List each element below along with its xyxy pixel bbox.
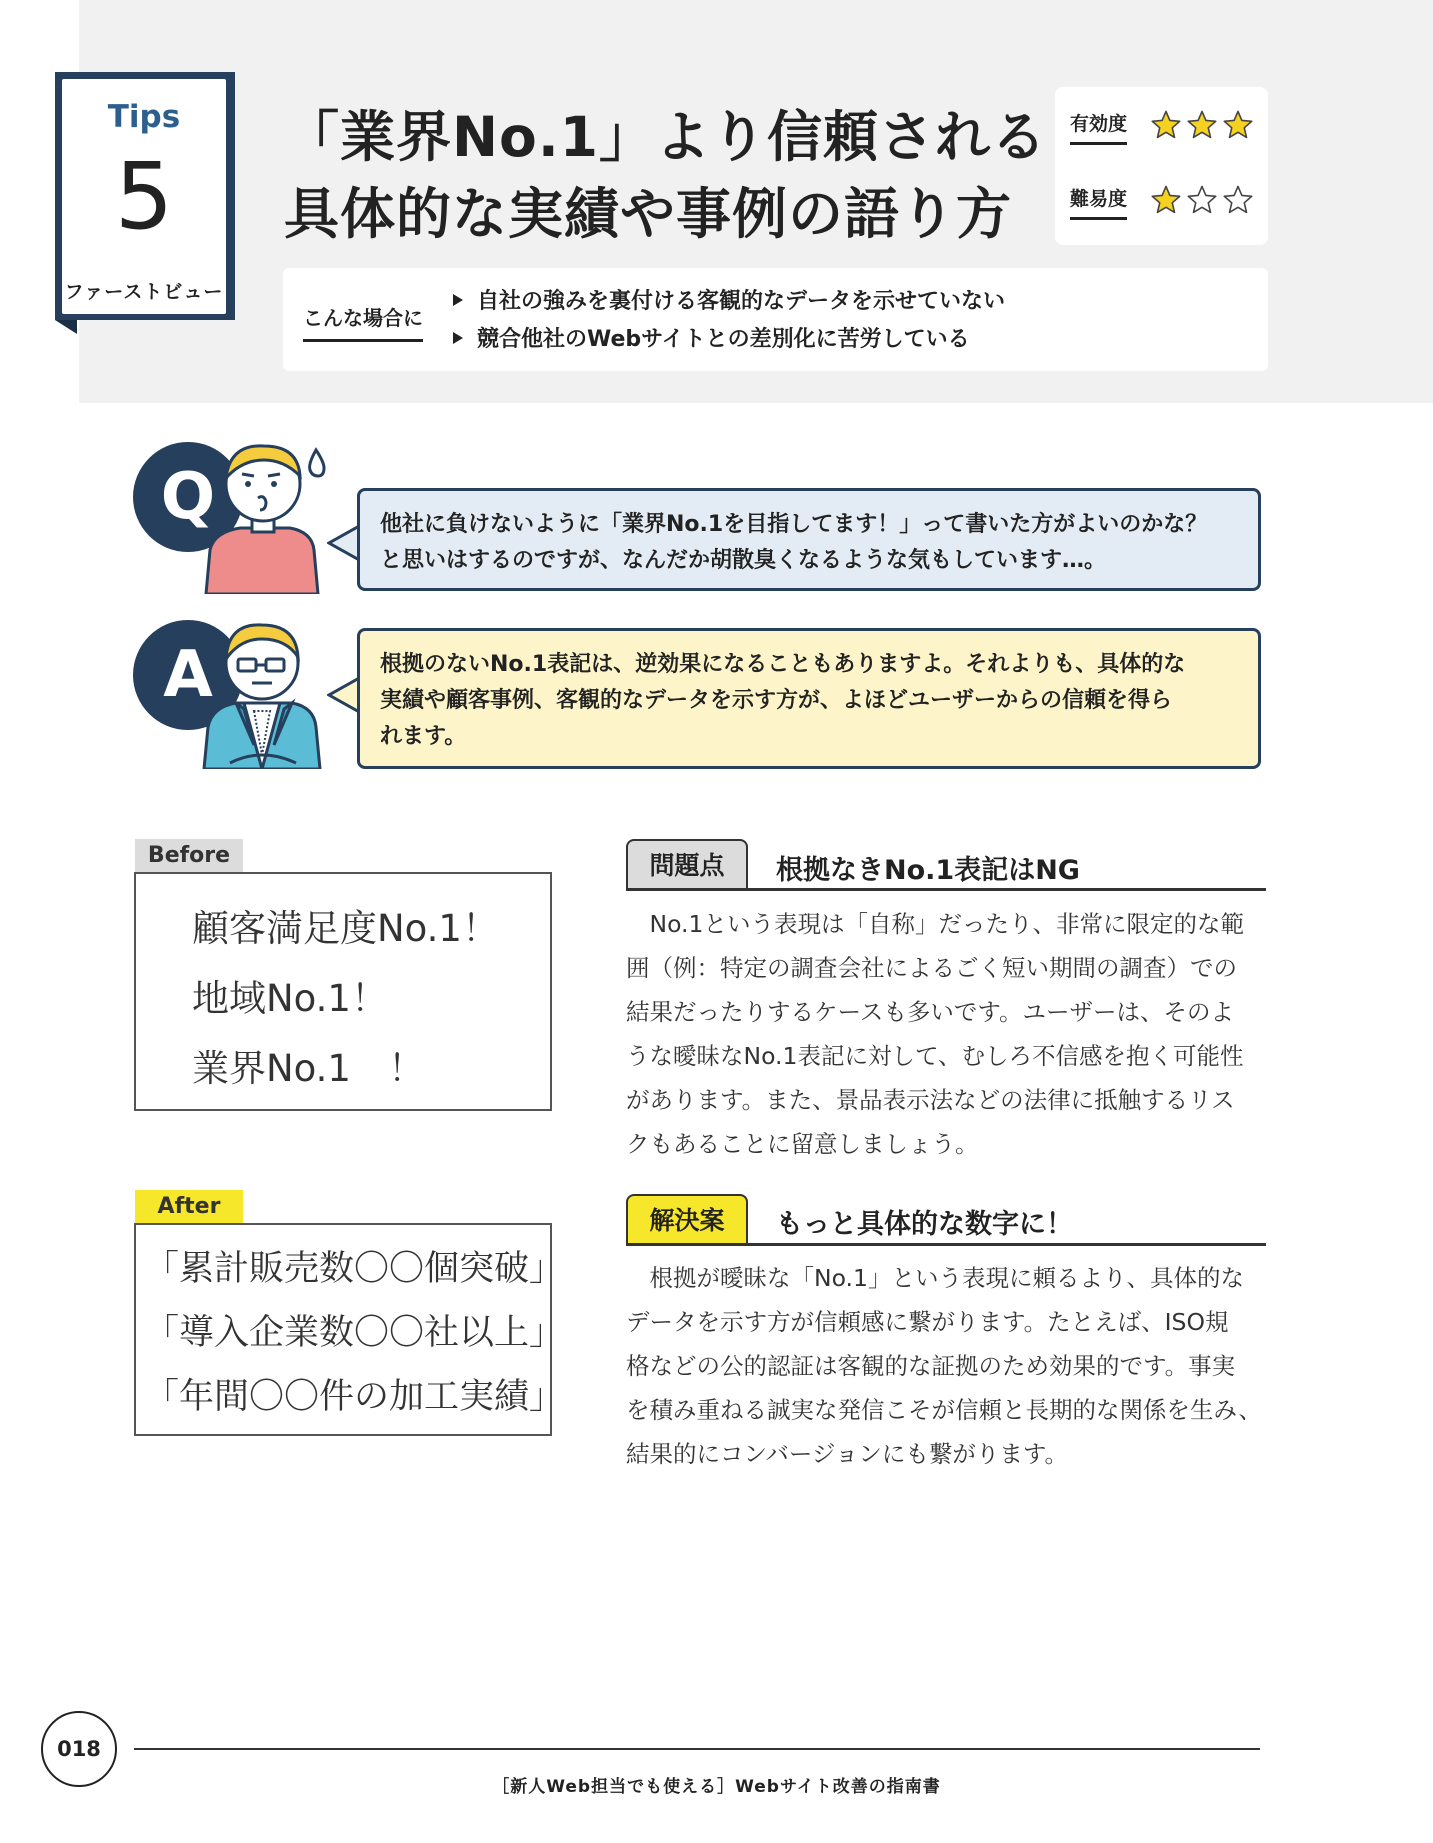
before-line: 顧客満足度No.1！ [192,907,499,950]
question-line: 他社に負けないように「業界No.1を目指してます！」って書いた方がよいのかな？ [380,512,1208,537]
rating-card [1055,87,1268,245]
solution-line: データを示す方が信頼感に繋がります。たとえば、ISO規 [626,1308,1229,1336]
solution-body [626,1256,1286,1476]
answer-bubble [357,628,1261,769]
effectiveness-stars [1150,109,1254,141]
question-line: と思いはするのですが、なんだか胡散臭くなるような気もしています…。 [380,548,1107,573]
situation-item [453,284,1005,315]
solution-rule [626,1243,1266,1246]
problem-rule [626,888,1266,891]
problem-title: 根拠なきNo.1表記はNG [776,855,1080,886]
solution-tag: 解決案 [626,1194,748,1244]
footer-rule [134,1748,1260,1750]
before-line: 地域No.1！ [192,977,388,1020]
worried-person-illustration [200,438,330,594]
problem-line: 結果だったりするケースも多いです。ユーザーは、そのよ [626,998,1234,1026]
tips-box [58,75,230,318]
tips-category: ファーストビュー [64,281,224,303]
problem-line: 囲（例：特定の調査会社によるごく短い期間の調査）での [626,954,1237,982]
page-title-line-2: 具体的な実績や事例の語り方 [284,182,1013,246]
answer-line: 実績や顧客事例、客観的なデータを示す方が、よほどユーザーからの信頼を得ら [380,688,1173,713]
effectiveness-label: 有効度 [1070,109,1127,145]
after-panel [134,1223,565,1436]
situation-item-text: 競合他社のWebサイトとの差別化に苦労している [477,327,970,352]
problem-tag: 問題点 [626,839,748,889]
situation-item-text: 自社の強みを裏付ける客観的なデータを示せていない [477,289,1006,314]
problem-line: クもあることに留意しましょう。 [626,1130,979,1158]
before-tag: Before [135,839,243,872]
before-line: 業界No.1 ！ [192,1047,425,1090]
tips-box-fold [55,320,77,334]
filled-star-icon [1186,109,1218,141]
situation-label: こんな場合に [303,302,423,342]
problem-line: うな曖昧なNo.1表記に対して、むしろ不信感を抱く可能性 [626,1042,1244,1070]
empty-star-icon [1186,184,1218,216]
footer-book-title: ［新人Web担当でも使える］Webサイト改善の指南書 [492,1777,941,1797]
answer-bubble-tail [327,675,361,715]
solution-title: もっと具体的な数字に！ [776,1209,1073,1240]
triangle-bullet-icon [453,294,463,306]
after-tag: After [135,1190,243,1223]
answer-line: れます。 [380,724,467,749]
question-bubble-tail [327,523,361,563]
page-number: 018 [41,1711,117,1787]
difficulty-stars [1150,184,1254,216]
page-title-line-1: 「業界No.1」より信頼される [284,105,1047,169]
question-bubble [357,488,1261,591]
before-panel [134,872,552,1111]
answer-line: 根拠のないNo.1表記は、逆効果になることもありますよ。それよりも、具体的な [380,652,1186,677]
question-badge: Q [133,442,243,552]
difficulty-label: 難易度 [1070,184,1127,220]
problem-line: があります。また、景品表示法などの法律に抵触するリス [626,1086,1235,1114]
solution-line: 根拠が曖昧な「No.1」という表現に頼るより、具体的な [626,1264,1244,1292]
empty-star-icon [1222,184,1254,216]
solution-line: 結果的にコンバージョンにも繋がります。 [626,1440,1069,1468]
after-line: 「年間〇〇件の加工実績」 [144,1377,565,1417]
problem-line: No.1という表現は「自称」だったり、非常に限定的な範 [626,910,1244,938]
answer-badge: A [133,620,243,730]
situation-item [453,322,970,353]
situation-card [283,268,1268,371]
advisor-person-illustration [200,615,324,769]
triangle-bullet-icon [453,332,463,344]
filled-star-icon [1150,184,1182,216]
solution-line: 格などの公的認証は客観的な証拠のため効果的です。事実 [626,1352,1236,1380]
tips-label: Tips [107,99,181,135]
after-line: 「導入企業数〇〇社以上」 [144,1313,565,1353]
problem-body [626,902,1276,1166]
filled-star-icon [1222,109,1254,141]
solution-line: を積み重ねる誠実な発信こそが信頼と長期的な関係を生み、 [626,1396,1262,1424]
after-line: 「累計販売数〇〇個突破」 [144,1249,565,1289]
filled-star-icon [1150,109,1182,141]
tips-number: 5 [114,143,174,250]
